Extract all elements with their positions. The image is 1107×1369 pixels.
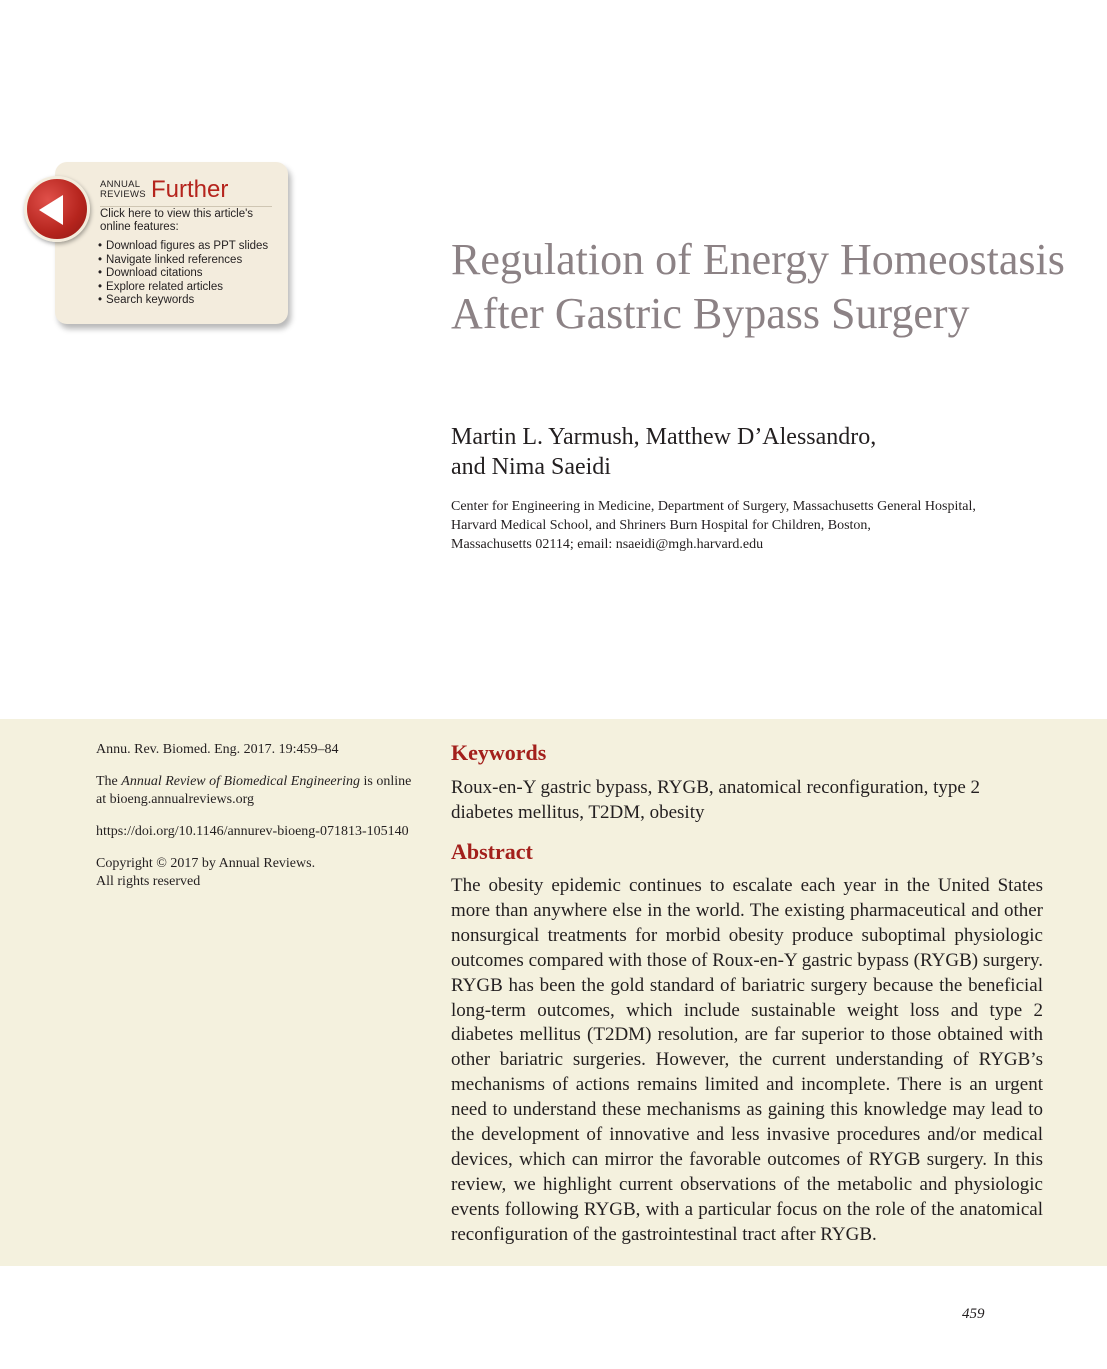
reviews-label: REVIEWS bbox=[100, 189, 146, 200]
further-lead-text: to view this article's online features: bbox=[100, 208, 254, 233]
keywords-list: Roux-en-Y gastric bypass, RYGB, anatomical reconfiguration, type 2 diabetes mellitus, T2DM, obesity bbox=[451, 777, 981, 823]
feature-item-linked-references[interactable]: • Navigate linked references bbox=[98, 254, 268, 268]
abstract-heading: Abstract bbox=[451, 839, 533, 864]
copyright-line-2: All rights reserved bbox=[96, 874, 201, 889]
page-number: 459 bbox=[962, 1306, 985, 1322]
authors-line-2: and Nima Saeidi bbox=[451, 454, 611, 480]
doi-link[interactable]: https://doi.org/10.1146/annurev-bioeng-071813-105140 bbox=[96, 824, 409, 839]
abstract-body: The obesity epidemic continues to escalate each year in the United States more than anywhere else in the world. The existing pharmaceutical and other nonsurgical treatments for morbid obesity produce suboptimal physiologic outcomes compared with those of Roux-en-Y gastric bypass (RYGB) surgery. RYGB has been the gold standard of bariatric surgery because the beneficial long-term outcomes, which include sustainable weight loss and type 2 diabetes mellitus (T2DM) resolution, are far superior to those obtained with other bariatric surgeries. However, the current understanding of RYGB’s mechanisms of actions remains limited and incomplete. There is an urgent need to understand these mechanisms as gaining this knowledge may lead to the development of innovative and less invasive procedures and/or medical devices, which can mirror the favorable outcomes of RYGB surgery. In this review, we highlight current observations of the metabolic and physiologic events following RYGB, with a particular focus on the role of the anatomical reconfiguration of the gastrointestinal tract after RYGB. bbox=[451, 875, 1043, 1245]
further-title: Further bbox=[151, 176, 229, 203]
feature-item-search-keywords[interactable]: • Search keywords bbox=[98, 294, 268, 308]
copyright bbox=[96, 855, 416, 891]
further-divider bbox=[100, 206, 272, 207]
author-affiliation bbox=[451, 497, 1051, 554]
annual-reviews-logo bbox=[100, 180, 146, 200]
feature-item-citations[interactable]: • Download citations bbox=[98, 267, 268, 281]
back-arrow-icon[interactable] bbox=[24, 176, 90, 242]
copyright-line-1: Copyright © 2017 by Annual Reviews. bbox=[96, 856, 316, 871]
further-lead bbox=[100, 208, 280, 234]
affiliation-line-2: Harvard Medical School, and Shriners Burn Hospital for Children, Boston, bbox=[451, 518, 871, 533]
further-feature-list bbox=[98, 240, 268, 308]
article-authors bbox=[451, 422, 1011, 482]
authors-line-1: Martin L. Yarmush, Matthew D’Alessandro, bbox=[451, 424, 877, 450]
affiliation-line-3: Massachusetts 02114; email: nsaeidi@mgh.harvard.edu bbox=[451, 537, 764, 552]
affiliation-line-1: Center for Engineering in Medicine, Department of Surgery, Massachusetts General Hospital, bbox=[451, 499, 976, 514]
journal-note-post: is online at bioeng.annualreviews.org bbox=[96, 774, 412, 807]
annual-label: ANNUAL bbox=[100, 179, 141, 190]
feature-item-related-articles[interactable]: • Explore related articles bbox=[98, 281, 268, 295]
journal-note-pre: The bbox=[96, 774, 122, 789]
keywords-heading: Keywords bbox=[451, 740, 547, 765]
journal-note bbox=[96, 773, 416, 809]
feature-item-ppt-slides[interactable]: • Download figures as PPT slides bbox=[98, 240, 268, 254]
click-here-link[interactable]: Click here bbox=[100, 208, 152, 220]
article-title: Regulation of Energy Homeostasis After Gastric Bypass Surgery bbox=[451, 235, 1065, 338]
citation: Annu. Rev. Biomed. Eng. 2017. 19:459–84 bbox=[96, 742, 339, 757]
journal-name: Annual Review of Biomedical Engineering bbox=[121, 774, 360, 789]
article-metadata bbox=[96, 741, 416, 905]
